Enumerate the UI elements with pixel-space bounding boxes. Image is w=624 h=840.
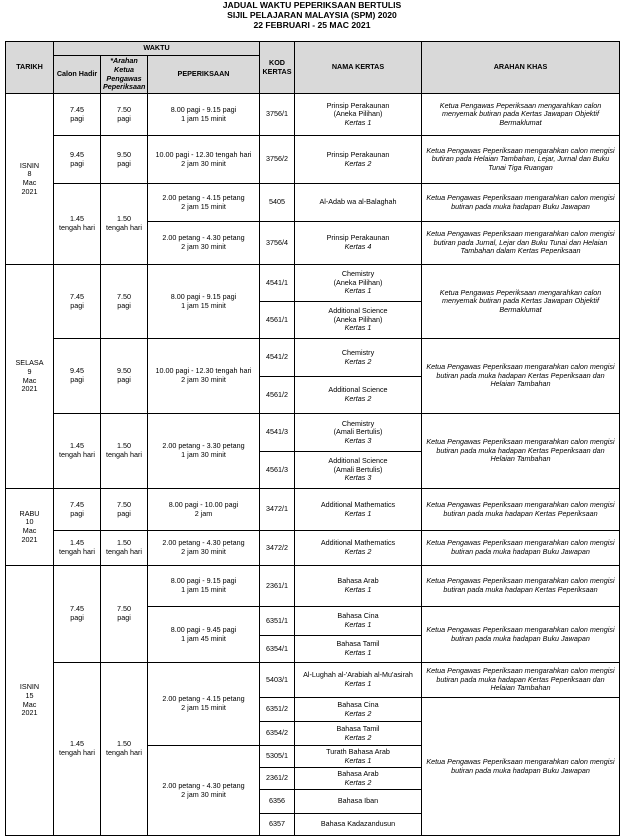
paper-name: Bahasa Tamil Kertas 1 [295,636,422,663]
exam-period: 8.00 pagi - 9.15 pagi 1 jam 15 minit [148,566,260,607]
header-subtitle: SIJIL PELAJARAN MALAYSIA (SPM) 2020 [227,10,397,20]
col-header-arahan-ketua: *Arahan Ketua Pengawas Peperiksaan [101,56,148,94]
special-instruction: Ketua Pengawas Peperiksaan mengarahkan calon mengisi butiran pada muka hadapan Buku Jawapan [422,698,620,836]
paper-code: 6351/2 [260,698,295,722]
calon-hadir-time: 9.45 pagi [54,339,101,414]
paper-code: 5405 [260,184,295,222]
paper-name: Turath Bahasa Arab Kertas 1 [295,746,422,768]
special-instruction: Ketua Pengawas Peperiksaan mengarahkan calon mengisi butiran pada muka hadapan Kertas Peperiksaan [422,566,620,607]
paper-code: 4541/3 [260,414,295,452]
exam-period: 8.00 pagi - 9.15 pagi 1 jam 15 minit [148,265,260,339]
paper-code: 6354/1 [260,636,295,663]
exam-period: 8.00 pagi - 9.15 pagi 1 jam 15 minit [148,94,260,136]
special-instruction: Ketua Pengawas Peperiksaan mengarahkan calon mengisi butiran pada muka hadapan Buku Jawapan [422,184,620,222]
calon-hadir-time: 7.45 pagi [54,94,101,136]
col-header-waktu: WAKTU [54,42,260,56]
paper-code: 3756/2 [260,136,295,184]
paper-code: 3756/1 [260,94,295,136]
paper-name: Prinsip Perakaunan (Aneka Pilihan) Kertas 1 [295,94,422,136]
table-row [6,489,620,531]
col-header-calon-hadir: Calon Hadir [54,56,101,94]
calon-hadir-time: 1.45 tengah hari [54,531,101,566]
exam-period: 2.00 petang - 4.30 petang 2 jam 30 minit [148,222,260,265]
paper-name: Chemistry Kertas 2 [295,339,422,377]
special-instruction: Ketua Pengawas Peperiksaan mengarahkan calon mengisi butiran pada muka hadapan Kertas Peperiksaan [422,489,620,531]
special-instruction: Ketua Pengawas Peperiksaan mengarahkan calon mengisi butiran pada muka hadapan Kertas Peperiksaan dan Helaian Tambahan [422,663,620,698]
paper-name: Bahasa Arab Kertas 2 [295,768,422,790]
paper-code: 3756/4 [260,222,295,265]
calon-hadir-time: 1.45 tengah hari [54,663,101,836]
calon-hadir-time: 7.45 pagi [54,489,101,531]
col-header-tarikh: TARIKH [6,42,54,94]
paper-code: 6356 [260,790,295,814]
special-instruction: Ketua Pengawas Peperiksaan mengarahkan calon menyemak butiran pada Kertas Jawapan Objektif Bermaklumat [422,265,620,339]
date-cell-selasa-9: SELASA 9 Mac 2021 [6,265,54,489]
table-row [6,414,620,452]
paper-code: 2361/2 [260,768,295,790]
special-instruction: Ketua Pengawas Peperiksaan mengarahkan calon menyemak butiran pada Kertas Jawapan Objektif Bermaklumat [422,94,620,136]
calon-hadir-time: 1.45 tengah hari [54,414,101,489]
exam-period: 2.00 petang - 4.15 petang 2 jam 15 minit [148,663,260,746]
special-instruction: Ketua Pengawas Peperiksaan mengarahkan calon mengisi butiran pada muka hadapan Kertas Peperiksaan dan Helaian Tambahan [422,414,620,489]
paper-name: Chemistry (Amali Bertulis) Kertas 3 [295,414,422,452]
exam-period: 8.00 pagi - 9.45 pagi 1 jam 45 minit [148,607,260,663]
exam-period: 2.00 petang - 4.30 petang 2 jam 30 minit [148,531,260,566]
arahan-ketua-time: 9.50 pagi [101,339,148,414]
paper-name: Bahasa Kadazandusun [295,814,422,836]
paper-name: Additional Science (Aneka Pilihan) Kertas 1 [295,302,422,339]
arahan-ketua-time: 7.50 pagi [101,265,148,339]
document-header [0,0,624,30]
arahan-ketua-time: 1.50 tengah hari [101,184,148,265]
col-header-nama-kertas: NAMA KERTAS [295,42,422,94]
paper-name: Additional Mathematics Kertas 2 [295,531,422,566]
table-row [6,94,620,136]
calon-hadir-time: 9.45 pagi [54,136,101,184]
paper-name: Bahasa Arab Kertas 1 [295,566,422,607]
paper-code: 2361/1 [260,566,295,607]
date-cell-rabu-10: RABU 10 Mac 2021 [6,489,54,566]
arahan-ketua-time: 9.50 pagi [101,136,148,184]
table-row [6,265,620,302]
paper-name: Additional Science Kertas 2 [295,377,422,414]
paper-name: Al-Lughah al-'Arabiah al-Mu'asirah Kertas 1 [295,663,422,698]
calon-hadir-time: 7.45 pagi [54,566,101,663]
paper-name: Bahasa Cina Kertas 2 [295,698,422,722]
exam-period: 2.00 petang - 4.30 petang 2 jam 30 minit [148,746,260,836]
paper-code: 6351/1 [260,607,295,636]
paper-code: 4561/2 [260,377,295,414]
arahan-ketua-time: 1.50 tengah hari [101,663,148,836]
paper-name: Prinsip Perakaunan Kertas 2 [295,136,422,184]
date-cell-isnin-8: ISNIN 8 Mac 2021 [6,94,54,265]
paper-code: 4541/2 [260,339,295,377]
arahan-ketua-time: 7.50 pagi [101,94,148,136]
exam-period: 10.00 pagi - 12.30 tengah hari 2 jam 30 minit [148,339,260,414]
paper-code: 5403/1 [260,663,295,698]
calon-hadir-time: 7.45 pagi [54,265,101,339]
exam-period: 8.00 pagi - 10.00 pagi 2 jam [148,489,260,531]
exam-period: 2.00 petang - 4.15 petang 2 jam 15 minit [148,184,260,222]
exam-period: 10.00 pagi - 12.30 tengah hari 2 jam 30 minit [148,136,260,184]
arahan-ketua-time: 1.50 tengah hari [101,531,148,566]
date-cell-isnin-15: ISNIN 15 Mac 2021 [6,566,54,836]
arahan-ketua-time: 7.50 pagi [101,489,148,531]
special-instruction: Ketua Pengawas Peperiksaan mengarahkan calon mengisi butiran pada muka hadapan Buku Jawapan [422,607,620,663]
table-row [6,566,620,607]
col-header-peperiksaan: PEPERIKSAAN [148,56,260,94]
paper-code: 4561/1 [260,302,295,339]
paper-name: Bahasa Iban [295,790,422,814]
paper-name: Al-Adab wa al-Balaghah [295,184,422,222]
paper-code: 6357 [260,814,295,836]
table-row [6,136,620,184]
paper-code: 3472/2 [260,531,295,566]
paper-code: 5305/1 [260,746,295,768]
special-instruction: Ketua Pengawas Peperiksaan mengarahkan calon mengisi butiran pada Jurnal, Lejar dan Buku Tunai dan Helaian Tambahan dalam Kertas Peperiksaan [422,222,620,265]
special-instruction: Ketua Pengawas Peperiksaan mengarahkan calon mengisi butiran pada muka hadapan Kertas Peperiksaan dan Helaian Tambahan [422,339,620,414]
paper-code: 4561/3 [260,452,295,489]
exam-period: 2.00 petang - 3.30 petang 1 jam 30 minit [148,414,260,489]
paper-code: 6354/2 [260,722,295,746]
arahan-ketua-time: 1.50 tengah hari [101,414,148,489]
paper-name: Additional Mathematics Kertas 1 [295,489,422,531]
table-row [6,531,620,566]
col-header-kod-kertas: KOD KERTAS [260,42,295,94]
table-row [6,339,620,377]
col-header-arahan-khas: ARAHAN KHAS [422,42,620,94]
paper-name: Chemistry (Aneka Pilihan) Kertas 1 [295,265,422,302]
exam-timetable [5,41,620,836]
paper-name: Prinsip Perakaunan Kertas 4 [295,222,422,265]
paper-code: 3472/1 [260,489,295,531]
arahan-ketua-time: 7.50 pagi [101,566,148,663]
paper-name: Additional Science (Amali Bertulis) Kertas 3 [295,452,422,489]
table-row [6,663,620,698]
header-date-range: 22 FEBRUARI - 25 MAC 2021 [253,20,371,30]
paper-name: Bahasa Cina Kertas 1 [295,607,422,636]
header-title: JADUAL WAKTU PEPERIKSAAN BERTULIS [222,0,402,10]
table-row [6,184,620,222]
paper-code: 4541/1 [260,265,295,302]
calon-hadir-time: 1.45 tengah hari [54,184,101,265]
special-instruction: Ketua Pengawas Peperiksaan mengarahkan calon mengisi butiran pada Helaian Tambahan, Lejar, Jurnal dan Buku Tunai Tiga Ruangan [422,136,620,184]
special-instruction: Ketua Pengawas Peperiksaan mengarahkan calon mengisi butiran pada muka hadapan Buku Jawapan [422,531,620,566]
paper-name: Bahasa Tamil Kertas 2 [295,722,422,746]
